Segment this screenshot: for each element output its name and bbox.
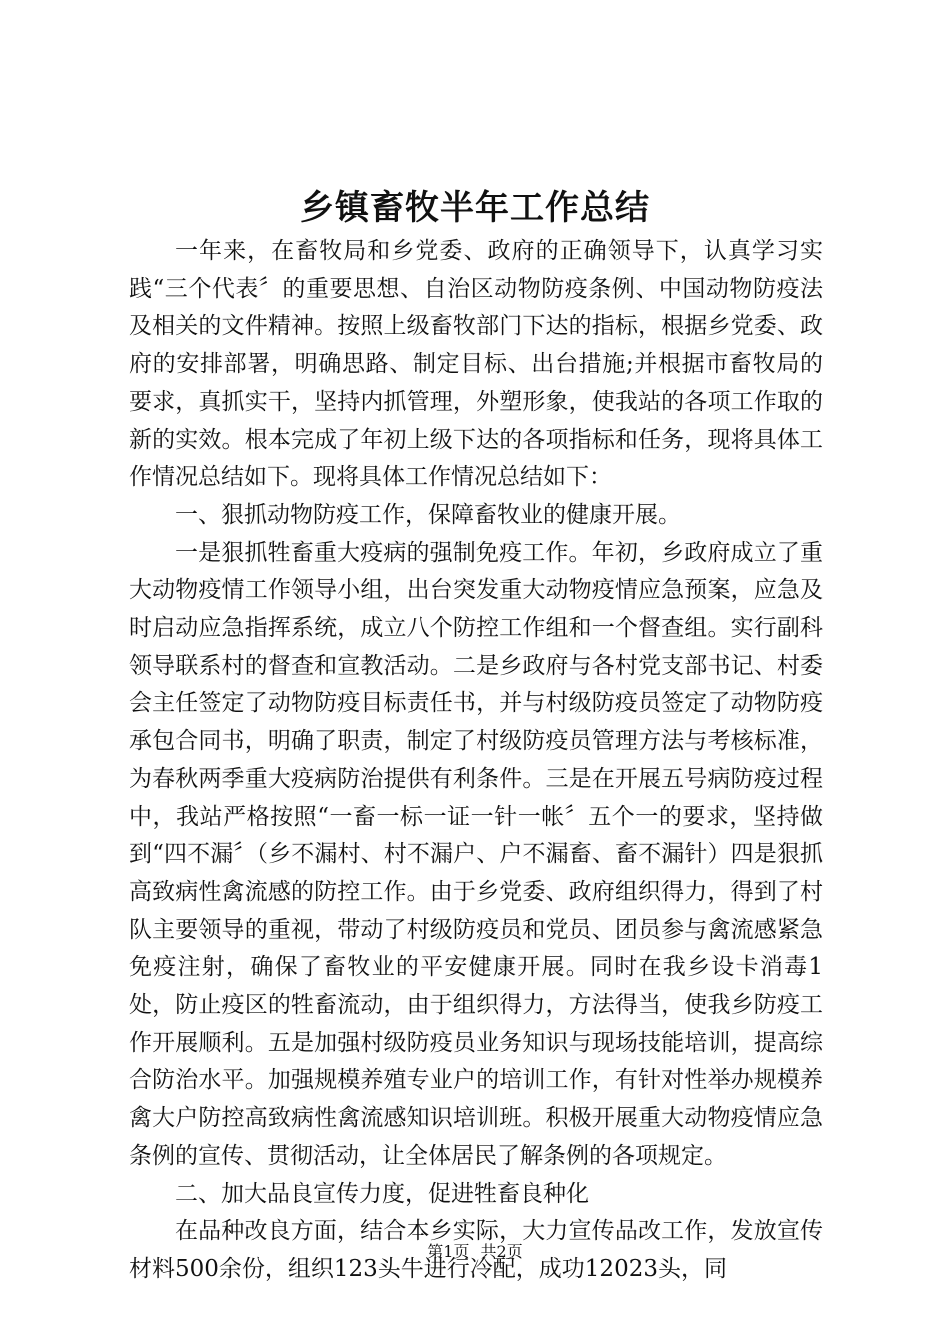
paragraph-epidemic-prevention: 一是狠抓牲畜重大疫病的强制免疫工作。年初，乡政府成立了重大动物疫情工作领导小组，出台突发重大动物疫情应急预案，应急及时启动应急指挥系统，成立八个防控工作组和一个督查组。实行副科领导联系村的督查和宣教活动。二是乡政府与各村党支部书记、村委会主任签定了动物防疫目标责任书，并与村级防疫员签定了动物防疫承包合同书，明确了职责，制定了村级防疫员管理方法与考核标准，为春秋两季重大疫病防治提供有利条件。三是在开展五号病防疫过程中，我站严格按照“一畜一标一证一针一帐〞五个一的要求，坚持做到“四不漏〞（乡不漏村、村不漏户、户不漏畜、畜不漏针）四是狠抓高致病性禽流感的防控工作。由于乡党委、政府组织得力，得到了村队主要领导的重视，带动了村级防疫员和党员、团员参与禽流感紧急免疫注射，确保了畜牧业的平安健康开展。同时在我乡设卡消毒1处，防止疫区的牲畜流动，由于组织得力，方法得当，使我乡防疫工作开展顺利。五是加强村级防疫员业务知识与现场技能培训，提高综合防治水平。加强规模养殖专业户的培训工作，有针对性举办规模养禽大户防控高致病性禽流感知识培训班。积极开展重大动物疫情应急条例的宣传、贯彻活动，让全体居民了解条例的各项规定。	[129, 539, 823, 1169]
page-total: 共2页	[480, 1242, 523, 1261]
document-body	[129, 233, 823, 1289]
document-title: 乡镇畜牧半年工作总结	[300, 188, 650, 228]
page-footer	[0, 1240, 950, 1264]
paragraph-intro: 一年来，在畜牧局和乡党委、政府的正确领导下，认真学习实践“三个代表〞的重要思想、自治区动物防疫条例、中国动物防疫法及相关的文件精神。按照上级畜牧部门下达的指标，根据乡党委、政府的安排部署，明确思路、制定目标、出台措施;并根据市畜牧局的要求，真抓实干，坚持内抓管理，外塑形象，使我站的各项工作取的新的实效。根本完成了年初上级下达的各项指标和任务，现将具体工作情况总结如下。现将具体工作情况总结如下：	[129, 238, 823, 491]
section-heading-2: 二、加大品良宣传力度，促进牲畜良种化	[175, 1180, 589, 1207]
paragraph-breed-improvement: 在品种改良方面，结合本乡实际，大力宣传品改工作，发放宣传材料500余份，组织123头牛进行冷配，成功12023头，同	[129, 1218, 823, 1282]
page-number: 第1页	[427, 1242, 470, 1261]
section-heading-1: 一、狠抓动物防疫工作，保障畜牧业的健康开展。	[175, 501, 681, 528]
